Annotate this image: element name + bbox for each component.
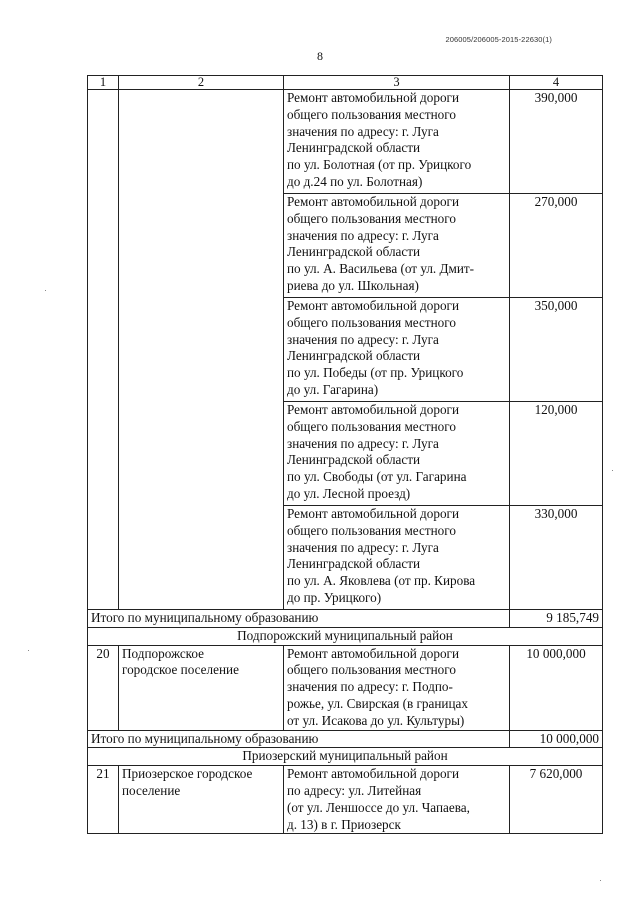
- table-row: [88, 645, 603, 730]
- description-cell: Ремонт автомобильной дороги общего пользования местного значения по адресу: г. Луга Ленинградской области по ул. А. Яковлева (от пр. Кирова до пр. Урицкого): [284, 506, 510, 610]
- description-cell: Ремонт автомобильной дороги по адресу: ул. Литейная (от ул. Леншоссе до ул. Чапаева, д. 13) в г. Приозерск: [284, 766, 510, 834]
- row-number-cell: 20: [88, 645, 119, 730]
- section-title: Подпорожский муниципальный район: [88, 627, 603, 645]
- section-row: [88, 748, 603, 766]
- row-number-cell: 21: [88, 766, 119, 834]
- amount-cell: 10 000,000: [510, 645, 603, 730]
- amount-cell: 390,000: [510, 90, 603, 194]
- total-row: [88, 730, 603, 748]
- column-header: 3: [284, 76, 510, 90]
- total-label: Итого по муниципальному образованию: [88, 730, 510, 748]
- total-row: [88, 610, 603, 628]
- table-row: [88, 766, 603, 834]
- amount-cell: 350,000: [510, 298, 603, 402]
- total-amount: 10 000,000: [510, 730, 603, 748]
- description-cell: Ремонт автомобильной дороги общего пользования местного значения по адресу: г. Луга Ленинградской области по ул. Победы (от пр. Урицкого до ул. Гагарина): [284, 298, 510, 402]
- column-header: 1: [88, 76, 119, 90]
- organization-cell: Подпорожское городское поселение: [119, 645, 284, 730]
- amount-cell: 120,000: [510, 402, 603, 506]
- column-header-row: [88, 76, 603, 90]
- description-cell: Ремонт автомобильной дороги общего пользования местного значения по адресу: г. Луга Ленинградской области по ул. Свободы (от ул. Гагарина до ул. Лесной проезд): [284, 402, 510, 506]
- description-cell: Ремонт автомобильной дороги общего пользования местного значения по адресу: г. Луга Ленинградской области по ул. Болотная (от пр. Урицкого до д.24 по ул. Болотная): [284, 90, 510, 194]
- column-header: 4: [510, 76, 603, 90]
- total-amount: 9 185,749: [510, 610, 603, 628]
- organization-cell: Приозерское городское поселение: [119, 766, 284, 834]
- amount-cell: 270,000: [510, 194, 603, 298]
- row-number-cell: [88, 90, 119, 610]
- section-title: Приозерский муниципальный район: [88, 748, 603, 766]
- column-header: 2: [119, 76, 284, 90]
- organization-cell: [119, 90, 284, 610]
- amount-cell: 7 620,000: [510, 766, 603, 834]
- total-label: Итого по муниципальному образованию: [88, 610, 510, 628]
- scan-speck: [612, 470, 613, 471]
- section-row: [88, 627, 603, 645]
- description-cell: Ремонт автомобильной дороги общего пользования местного значения по адресу: г. Луга Ленинградской области по ул. А. Васильева (от ул. Дмит- риева до ул. Школьная): [284, 194, 510, 298]
- description-cell: Ремонт автомобильной дороги общего пользования местного значения по адресу: г. Подпо- рожье, ул. Свирская (в границах от ул. Исакова до ул. Культуры): [284, 645, 510, 730]
- table-row: [88, 90, 603, 194]
- page-number: 8: [317, 49, 323, 63]
- budget-table: [87, 75, 603, 834]
- amount-cell: 330,000: [510, 506, 603, 610]
- document-code: 206005/206005-2015-22630(1): [445, 35, 552, 44]
- scan-speck: [28, 650, 29, 651]
- scan-speck: [600, 880, 601, 881]
- scan-speck: [45, 290, 46, 291]
